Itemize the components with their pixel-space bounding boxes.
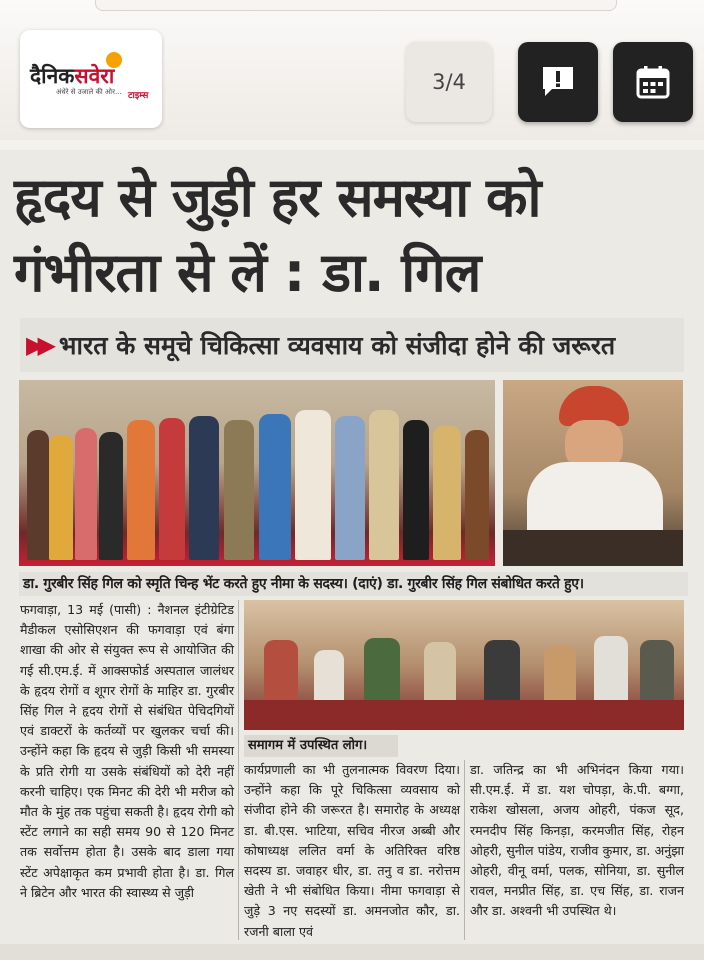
speaker-photo — [503, 380, 683, 566]
column-divider — [464, 760, 465, 940]
logo-savera: सवेरा — [74, 64, 115, 88]
column-divider — [238, 600, 239, 940]
double-arrow-icon: ▶▶ — [26, 331, 49, 359]
logo-tagline: अंधेरे से उजाले की ओर... — [56, 88, 122, 96]
page-bottom-edge — [0, 944, 704, 960]
newspaper-logo[interactable] — [20, 30, 162, 128]
article-subheadline — [20, 318, 684, 372]
photo-caption-meeting: समागम में उपस्थित लोग। — [244, 735, 398, 757]
logo-times: टाइम्स — [128, 91, 149, 101]
article-column-3: डा. जतिन्द्र का भी अभिनंदन किया गया। सी.एम.ई. में डा. यश चोपड़ा, के.पी. बग्गा, राकेश खोसला, अजय ओहरी, पंकज सूद, रमनदीप सिंह किनड़ा, करमजीत सिंह, रोहन ओहरी, सुनील पांडेय, राजीव कुमार, डा. अनुंझा ओहरी, वीनू वर्मा, पलक, सोनिया, डा. सुनील रावल, मनप्रीत सिंह, डा. एच सिंह, डा. राजन और डा. अश्वनी भी उपस्थित थे। — [470, 762, 684, 919]
calendar-button[interactable] — [613, 42, 693, 122]
article-column-2: कार्यप्रणाली का भी तुलनात्मक विवरण दिया। उन्होंने कहा कि पूरे चिकित्सा व्यवसाय को संजीदा होने की जरूरत है। समारोह के अध्यक्ष डा. बी.एस. भाटिया, सचिव नीरज अब्बी और कोषाध्यक्ष ललित वर्मा के अतिरिक्त वरिष्ठ सदस्य डा. जवाहर धीर, डा. तनु व डा. नरोत्तम खेती ने भी संबोधित किया। नीमा फगवाड़ा से जुड़े 3 नए सदस्यों डा. अमनजोत कौर, डा. रजनी बाला एवं — [244, 762, 460, 939]
alert-message-icon — [538, 62, 578, 102]
subheadline-text: भारत के समूचे चिकित्सा व्यवसाय को संजीदा होने की जरूरत — [58, 331, 616, 360]
page-indicator: 3/4 — [406, 42, 492, 122]
photo-caption-top: डा. गुरबीर सिंह गिल को स्मृति चिन्ह भेंट करते हुए नीमा के सदस्य। (दाएं) डा. गुरबीर सिंह गिल संबोधित करते हुए। — [19, 572, 688, 596]
group-photo — [19, 380, 495, 566]
logo-dainik: दैनिक — [30, 64, 75, 88]
app-header — [0, 0, 704, 140]
headline-line-2: गंभीरता से लें : डा. गिल — [14, 241, 481, 304]
url-bar-edge — [95, 0, 617, 11]
headline-line-1: हृदय से जुड़ी हर समस्या को — [14, 166, 541, 229]
logo-wordmark — [30, 62, 114, 90]
article-headline — [14, 160, 694, 310]
calendar-icon — [633, 62, 673, 102]
meeting-photo — [244, 600, 684, 730]
report-button[interactable] — [518, 42, 598, 122]
article-column-1: फगवाड़ा, 13 मई (पासी) : नैशनल इंटीग्रेटिड मैडीकल एसोसिएशन की फगवाड़ा एवं बंगा शाखा की ओर से संयुक्त रूप से आयोजित की गई सी.एम.ई. में आक्सफोर्ड अस्पताल जालंधर के हृदय रोगों व शूगर रोगों के माहिर डा. गुरबीर सिंह गिल ने हृदय रोगों से संबंधित पेचिदगियों एवं डाक्टरों के कर्तव्यों पर खुलकर चर्चा की। उन्होंने कहा कि हृदय से जुड़ी किसी भी समस्या के प्रति रोगी या उसके संबंधियों को देरी नहीं करनी चाहिए। एक मिनट की देरी भी मरीज को मौत के मुंह तक पहुंचा सकती है। हृदय रोगी को स्टेंट लगाने का सही समय 90 से 120 मिनट तक सर्वोत्तम होता है। उसके बाद डाला गया स्टेंट अपेक्षाकृत कम प्रभावी होता है। डा. गिल ने ब्रिटेन और भारत की स्वास्थ्य से जुड़ी — [20, 602, 234, 900]
